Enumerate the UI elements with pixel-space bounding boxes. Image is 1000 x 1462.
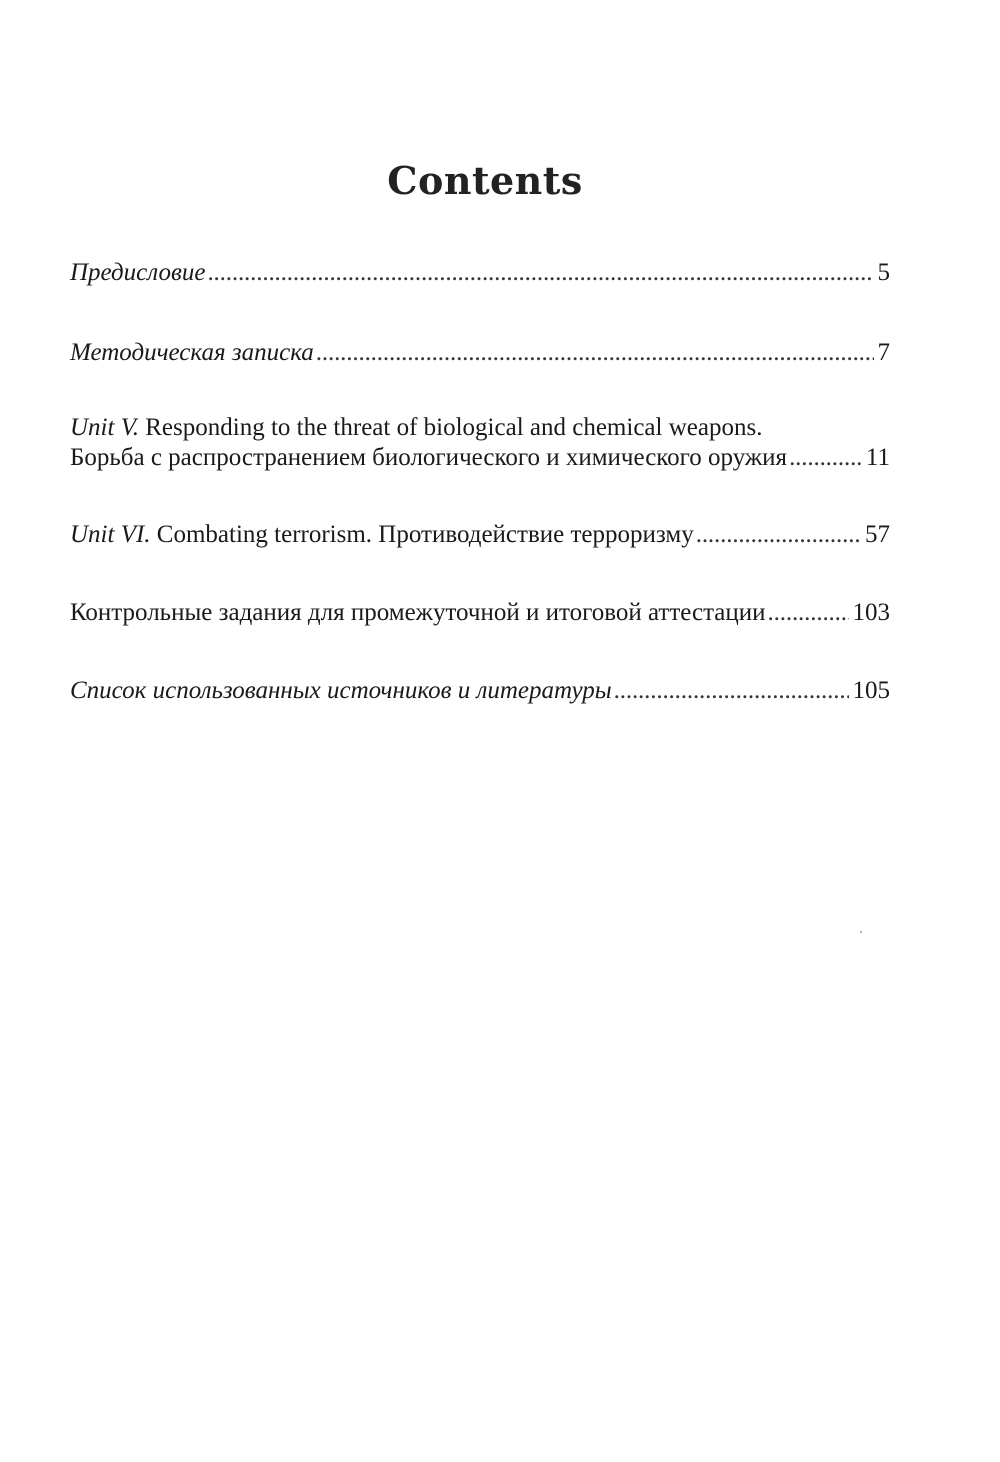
- toc-entry-references[interactable]: [70, 676, 890, 706]
- dot-leader: [316, 338, 874, 368]
- toc-entry-label: Контрольные задания для промежуточной и итоговой аттестации: [70, 599, 766, 626]
- scan-speck: [860, 931, 862, 933]
- dot-leader: [207, 258, 873, 288]
- unit-prefix: Unit VI.: [70, 521, 151, 548]
- toc-page-number: 7: [877, 339, 890, 366]
- toc-entry-control-tasks[interactable]: [70, 598, 890, 628]
- page-title: Contents: [387, 158, 583, 203]
- toc-entry-label: Предисловие: [70, 259, 206, 286]
- toc-page-number: 57: [865, 521, 890, 548]
- toc-page-number: 105: [852, 677, 890, 704]
- toc-entry-unit-6[interactable]: [70, 520, 890, 550]
- dot-leader: [696, 520, 861, 550]
- unit-title-russian: Борьба с распространением биологического и химического оружия: [70, 444, 788, 471]
- unit-title: Combating terrorism. Противодействие терроризму: [150, 521, 694, 548]
- toc-entry-preface[interactable]: [70, 258, 890, 288]
- unit-prefix: Unit V.: [70, 414, 139, 441]
- unit-title-english: Responding to the threat of biological and chemical weapons.: [139, 414, 763, 441]
- toc-entry-methodical-note[interactable]: [70, 338, 890, 368]
- toc-entry-unit-5[interactable]: [70, 413, 890, 473]
- dot-leader: [614, 676, 849, 706]
- toc-page-number: 103: [852, 599, 890, 626]
- toc-page-number: 11: [865, 444, 890, 471]
- toc-entry-label: Список использованных источников и литературы: [70, 677, 612, 704]
- dot-leader: [768, 598, 849, 628]
- toc-page-number: 5: [877, 259, 890, 286]
- dot-leader: [789, 443, 862, 473]
- toc-entry-label: Методическая записка: [70, 339, 314, 366]
